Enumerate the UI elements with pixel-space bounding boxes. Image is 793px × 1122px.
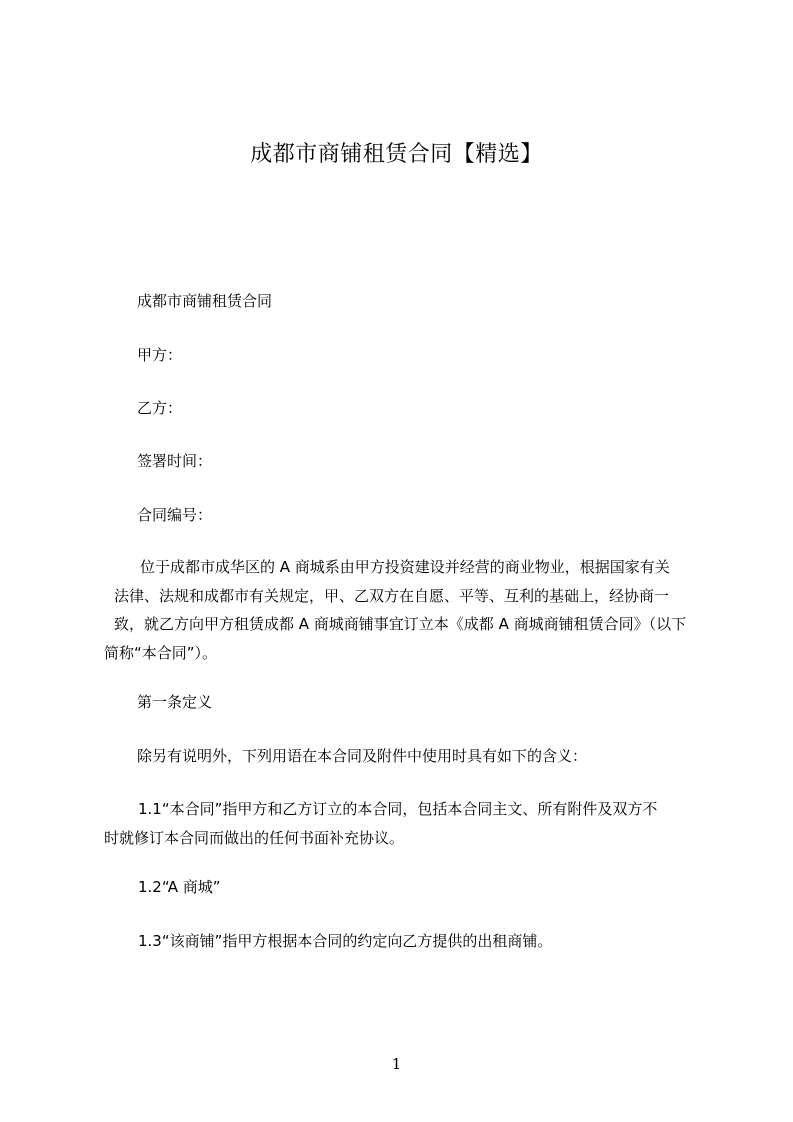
intro-line: 法律、法规和成都市有关规定，甲、乙双方在自愿、平等、互利的基础上，经协商一 xyxy=(114,587,670,605)
intro-line: 简称“本合同”）。 xyxy=(104,644,218,662)
article-1-lead: 除另有说明外，下列用语在本合同及附件中使用时具有如下的含义： xyxy=(137,747,588,765)
party-a-line: 甲方： xyxy=(137,346,183,364)
clause-1-2: 1.2“A 商城” xyxy=(138,878,221,896)
contract-number-line: 合同编号： xyxy=(137,506,213,524)
page-number: 1 xyxy=(391,1055,402,1073)
intro-line: 致，就乙方向甲方租赁成都 A 商城商铺事宜订立本《成都 A 商城商铺租赁合同》（以下 xyxy=(114,615,687,633)
clause-line: 1.1“本合同”指甲方和乙方订立的本合同，包括本合同主文、所有附件及双方不 xyxy=(138,800,658,818)
sign-time-line: 签署时间： xyxy=(137,452,213,470)
clause-line: 时就修订本合同而做出的任何书面补充协议。 xyxy=(104,829,405,847)
party-b-line: 乙方： xyxy=(137,399,183,417)
contract-name-line: 成都市商铺租赁合同 xyxy=(137,292,273,310)
document-title: 成都市商铺租赁合同【精选】 xyxy=(250,142,543,167)
article-1-heading: 第一条定义 xyxy=(137,693,213,711)
intro-line: 位于成都市成华区的 A 商城系由甲方投资建设并经营的商业物业，根据国家有关 xyxy=(140,558,670,576)
clause-1-3: 1.3“该商铺”指甲方根据本合同的约定向乙方提供的出租商铺。 xyxy=(138,932,553,950)
